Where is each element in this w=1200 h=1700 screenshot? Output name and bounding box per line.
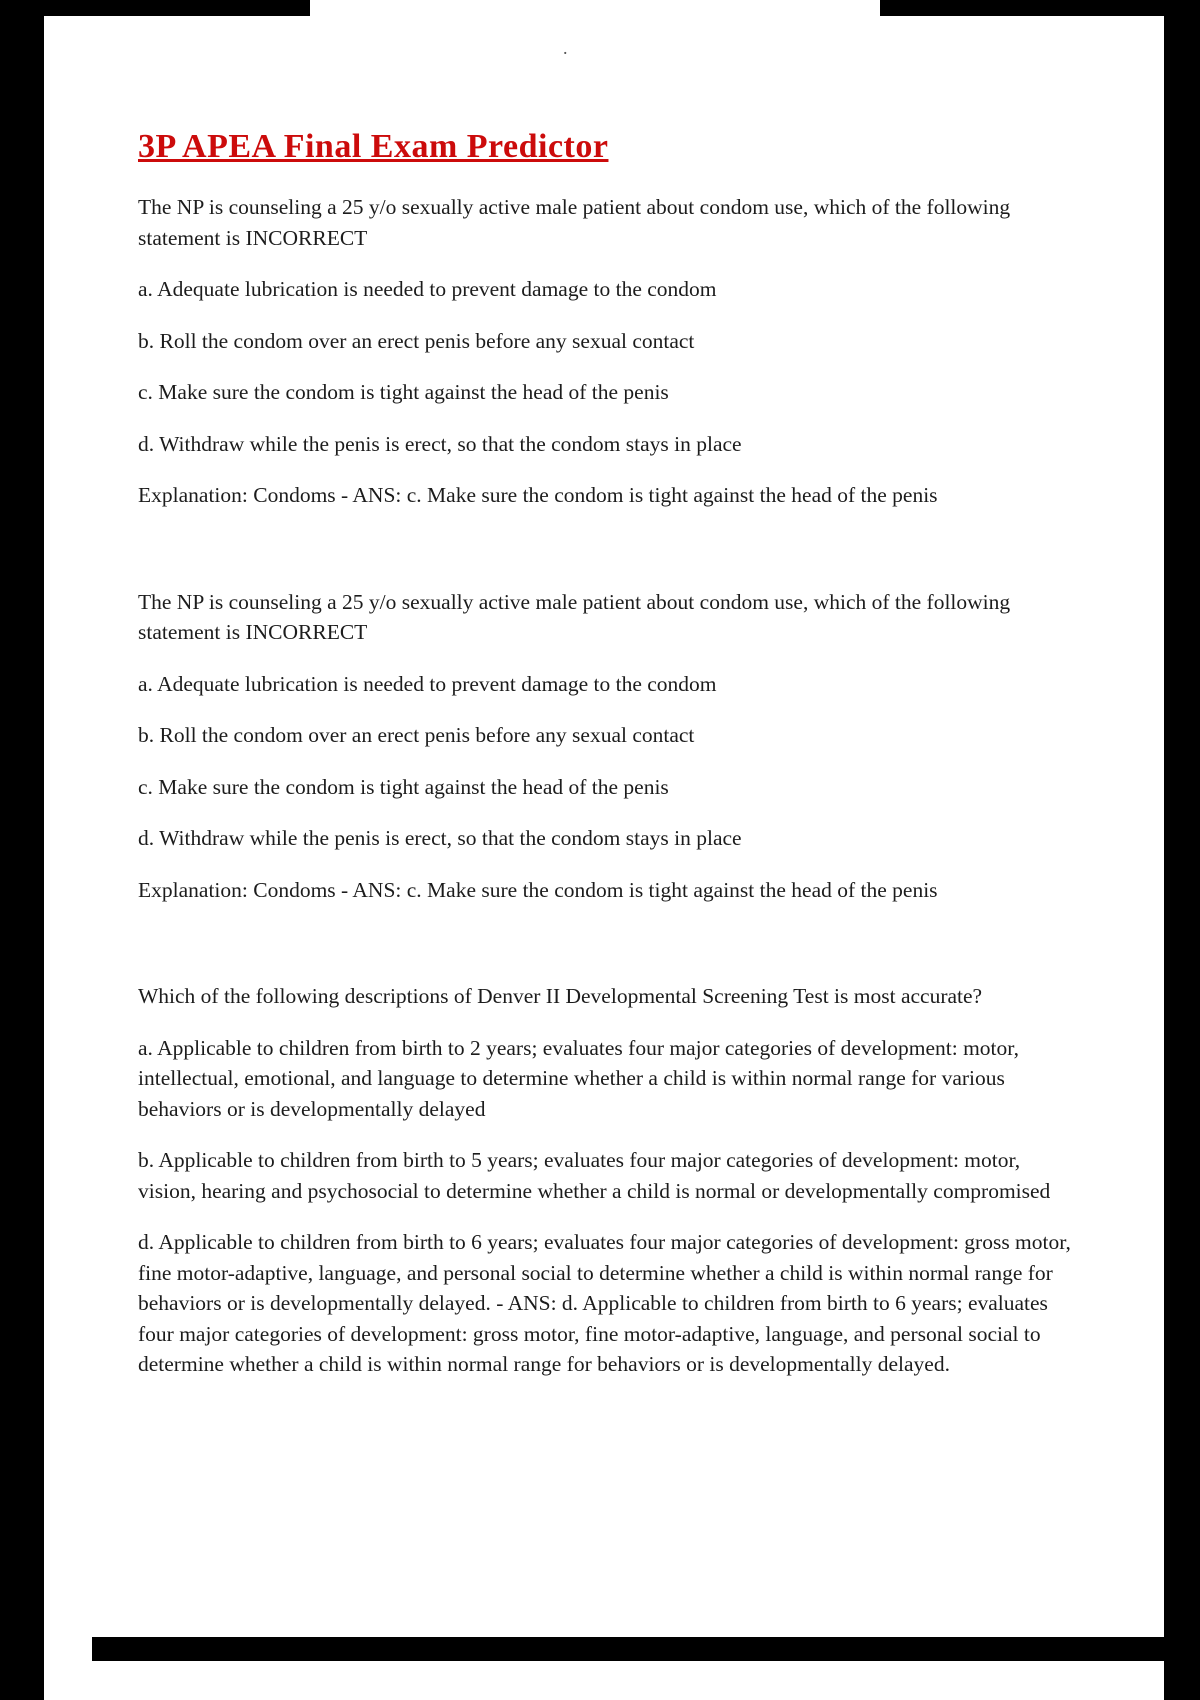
answer-option: a. Applicable to children from birth to 2 years; evaluates four major categories of development: motor, intellectual, emotional, and language to determine whether a child is within normal range for various behaviors or is developmentally delayed xyxy=(138,1035,1019,1121)
answer-explanation: d. Applicable to children from birth to 6 years; evaluates four major categories of development: gross motor, fine motor-adaptive, language, and personal social to determine whether a child is within normal range for behaviors or is developmentally delayed. - ANS: d. Applicable to children from birth to 6 years; evaluates four major categories of development: gross motor, fine motor-adaptive, language, and personal social to determine whether a child is within normal range for behaviors or is developmentally delayed. xyxy=(138,1230,1071,1377)
answer-option: b. Roll the condom over an erect penis before any sexual contact xyxy=(138,328,695,353)
question-list xyxy=(138,192,1078,1380)
answer-option: c. Make sure the condom is tight against the head of the penis xyxy=(138,774,669,799)
answer-option: a. Adequate lubrication is needed to prevent damage to the condom xyxy=(138,277,717,302)
answer-explanation: Explanation: Condoms - ANS: c. Make sure the condom is tight against the head of the penis xyxy=(138,483,938,508)
answer-option: b. Roll the condom over an erect penis before any sexual contact xyxy=(138,723,695,748)
answer-option: d. Withdraw while the penis is erect, so that the condom stays in place xyxy=(138,826,742,851)
answer-option: d. Withdraw while the penis is erect, so that the condom stays in place xyxy=(138,431,742,456)
document-content xyxy=(138,128,1078,1380)
question-block xyxy=(138,587,1078,906)
scan-border-right xyxy=(1164,0,1200,1700)
question-prompt: Which of the following descriptions of Denver II Developmental Screening Test is most accurate? xyxy=(138,984,983,1009)
scan-border-left xyxy=(0,0,44,1700)
question-prompt: The NP is counseling a 25 y/o sexually active male patient about condom use, which of the following statement is INCORRECT xyxy=(138,195,1011,250)
question-block xyxy=(138,981,1078,1380)
question-prompt: The NP is counseling a 25 y/o sexually active male patient about condom use, which of the following statement is INCORRECT xyxy=(138,589,1011,645)
answer-option: b. Applicable to children from birth to 5 years; evaluates four major categories of development: motor, vision, hearing and psychosocial to determine whether a child is normal or developmentally compromised xyxy=(138,1148,1051,1203)
answer-explanation: Explanation: Condoms - ANS: c. Make sure the condom is tight against the head of the penis xyxy=(138,877,938,902)
answer-option: a. Adequate lubrication is needed to prevent damage to the condom xyxy=(138,671,717,696)
scan-border-top-left xyxy=(0,0,310,16)
scan-border-top-right xyxy=(880,0,1200,16)
question-block xyxy=(138,192,1078,511)
scan-border-bottom xyxy=(92,1637,1168,1661)
page-title: 3P APEA Final Exam Predictor xyxy=(138,128,609,165)
scan-artifact-dot: . xyxy=(563,38,568,58)
answer-option: c. Make sure the condom is tight against the head of the penis xyxy=(138,380,669,405)
